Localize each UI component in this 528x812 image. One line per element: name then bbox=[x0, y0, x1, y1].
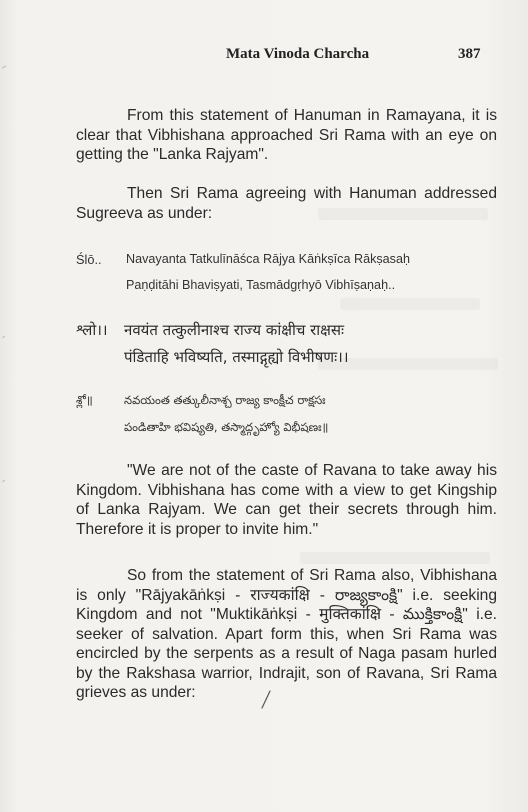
sloka-telugu-line-2: పండితాహి భవిష్యతి, తస్మాద్గృహ్యో విభీషణః॥ bbox=[124, 420, 329, 434]
paragraph-sri-rama-addressed: Then Sri Rama agreeing with Hanuman addressed Sugreeva as under: bbox=[76, 185, 497, 222]
sloka-roman-line-2: Paṇḍitāhi Bhaviṣyati, Tasmādgṛhyō Vibhīṣaṇaḥ.. bbox=[126, 278, 396, 292]
sloka-roman-line-1: Navayanta Tatkulīnāśca Rājya Kāṅkṣīca Rākṣasaḥ bbox=[126, 252, 410, 266]
sloka-roman-label: Ślō.. bbox=[76, 252, 102, 267]
running-header-title: Mata Vinoda Charcha bbox=[226, 46, 370, 62]
sloka-devanagari-label: श्लो।। bbox=[76, 321, 108, 339]
sloka-devanagari-line-1: नवयंत तत्कुलीनाश्च राज्य कांक्षीच राक्षसः bbox=[124, 321, 345, 339]
sloka-telugu-line-1: నవయంత తత్కులీనాశ్చ రాజ్య కాంక్షీచ రాక్షసః bbox=[124, 393, 326, 407]
sloka-telugu-label: శ్లో॥ bbox=[76, 393, 93, 407]
paragraph-hanuman-statement: From this statement of Hanuman in Ramayana, it is clear that Vibhishana approached Sri Rama with an eye on getting the "Lanka Rajyam". bbox=[76, 107, 497, 163]
sloka-devanagari-line-2: पंडिताहि भविष्यति, तस्माद्गृह्यो विभीषणः।। bbox=[124, 348, 349, 366]
paragraph-rama-quote: "We are not of the caste of Ravana to take away his Kingdom. Vibhishana has come with a view to get Kingship of Lanka Rajyam. We can get their secrets through him. Therefore it is proper to invite him." bbox=[76, 462, 497, 538]
page-number: 387 bbox=[458, 46, 481, 62]
paragraph-rajyakanksi: So from the statement of Sri Rama also, Vibhishana is only "Rājyakāṅkṣi - राज्यकांक्षि - రాజ్యకాంక్షి" i.e. seeking Kingdom and not "Muktikāṅkṣi - मुक्तिकांक्षि - ముక్తికాంక్షి" i.e. seeker of salvation. Apart form this, when Sri Rama was encircled by the serpents as a result of Naga pasam hurled by the Rakshasa warrior, Indrajit, son of Ravana, Sri Rama grieves as under: bbox=[76, 567, 497, 701]
